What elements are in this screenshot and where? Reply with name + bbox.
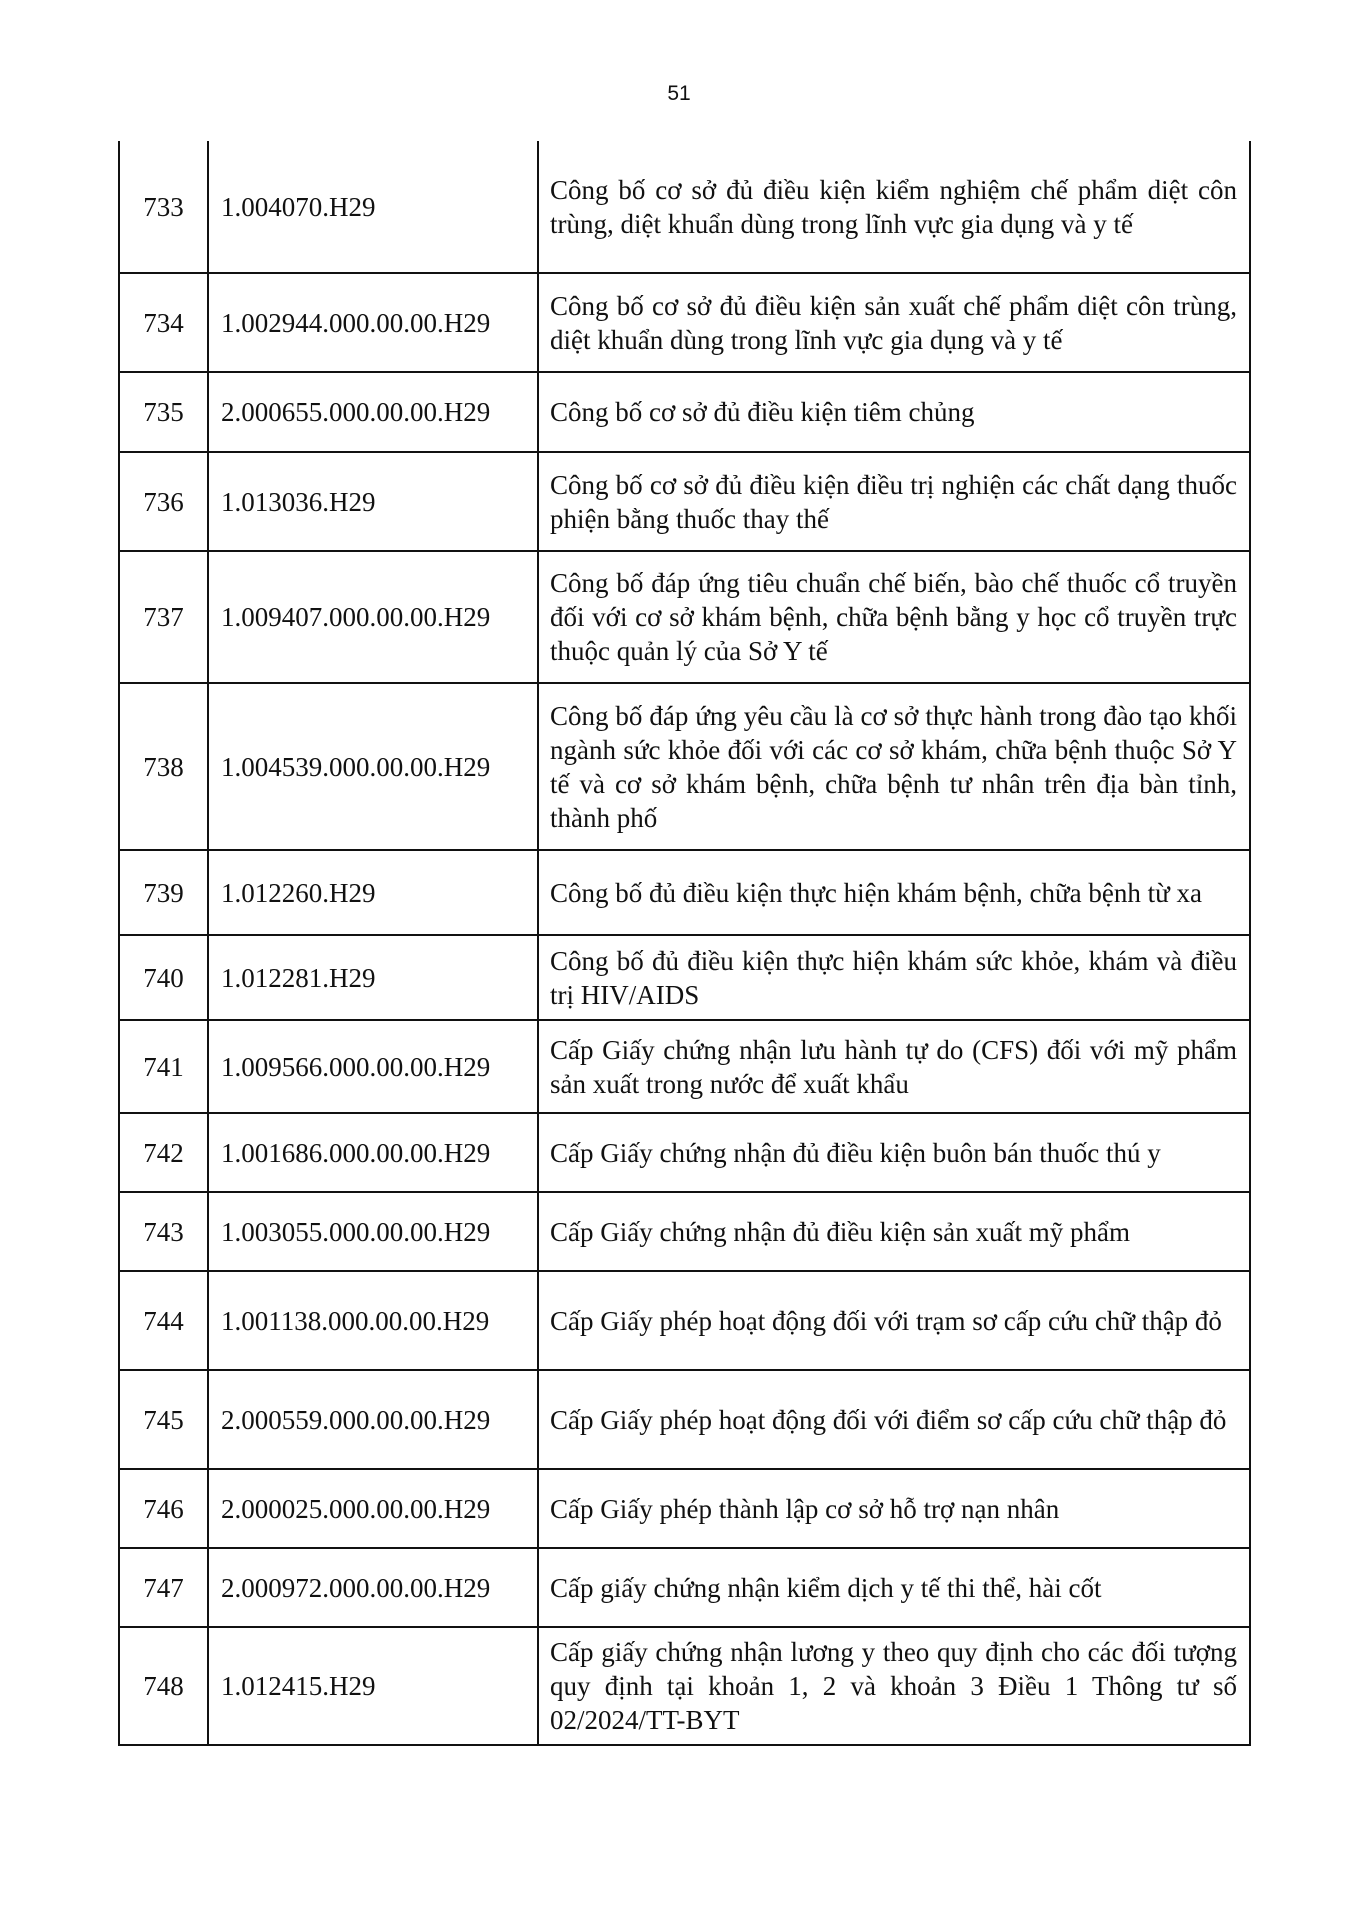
table-row (119, 551, 1250, 683)
row-number: 738 (119, 683, 208, 850)
procedure-code: 1.003055.000.00.00.H29 (208, 1192, 538, 1271)
table-row (119, 850, 1250, 935)
table-row (119, 1113, 1250, 1192)
row-number: 744 (119, 1271, 208, 1370)
table-row (119, 1271, 1250, 1370)
procedure-code: 2.000972.000.00.00.H29 (208, 1548, 538, 1627)
table-row (119, 1548, 1250, 1627)
table-row (119, 1192, 1250, 1271)
table-row (119, 372, 1250, 452)
procedures-table (118, 141, 1251, 1746)
procedure-code: 1.001686.000.00.00.H29 (208, 1113, 538, 1192)
row-number: 742 (119, 1113, 208, 1192)
row-number: 743 (119, 1192, 208, 1271)
row-number: 748 (119, 1627, 208, 1745)
page-number: 51 (667, 82, 691, 105)
procedure-code: 1.009566.000.00.00.H29 (208, 1020, 538, 1113)
procedure-name: Công bố đáp ứng yêu cầu là cơ sở thực hành trong đào tạo khối ngành sức khỏe đối với các cơ sở khám, chữa bệnh thuộc Sở Y tế và cơ sở khám bệnh, chữa bệnh tư nhân trên địa bàn tỉnh, thành phố (538, 683, 1250, 850)
row-number: 737 (119, 551, 208, 683)
procedure-code: 2.000559.000.00.00.H29 (208, 1370, 538, 1469)
table-row (119, 273, 1250, 372)
row-number: 740 (119, 935, 208, 1020)
procedure-code: 1.009407.000.00.00.H29 (208, 551, 538, 683)
procedure-code: 1.002944.000.00.00.H29 (208, 273, 538, 372)
procedure-name: Công bố đủ điều kiện thực hiện khám bệnh, chữa bệnh từ xa (538, 850, 1250, 935)
procedure-name: Công bố cơ sở đủ điều kiện sản xuất chế phẩm diệt côn trùng, diệt khuẩn dùng trong lĩnh vực gia dụng và y tế (538, 273, 1250, 372)
procedure-code: 1.004539.000.00.00.H29 (208, 683, 538, 850)
table-row (119, 452, 1250, 551)
table-row (119, 935, 1250, 1020)
procedure-name: Cấp Giấy phép hoạt động đối với điểm sơ cấp cứu chữ thập đỏ (538, 1370, 1250, 1469)
procedure-code: 1.012260.H29 (208, 850, 538, 935)
row-number: 733 (119, 141, 208, 273)
row-number: 745 (119, 1370, 208, 1469)
row-number: 741 (119, 1020, 208, 1113)
table-row (119, 1370, 1250, 1469)
procedure-name: Công bố cơ sở đủ điều kiện điều trị nghiện các chất dạng thuốc phiện bằng thuốc thay thế (538, 452, 1250, 551)
procedure-code: 1.001138.000.00.00.H29 (208, 1271, 538, 1370)
procedure-name: Cấp Giấy chứng nhận lưu hành tự do (CFS) đối với mỹ phẩm sản xuất trong nước để xuất khẩu (538, 1020, 1250, 1113)
table-row (119, 683, 1250, 850)
row-number: 746 (119, 1469, 208, 1548)
procedure-name: Công bố cơ sở đủ điều kiện tiêm chủng (538, 372, 1250, 452)
table-row (119, 1469, 1250, 1548)
procedure-name: Công bố đủ điều kiện thực hiện khám sức khỏe, khám và điều trị HIV/AIDS (538, 935, 1250, 1020)
table-row (119, 141, 1250, 273)
procedure-code: 1.012281.H29 (208, 935, 538, 1020)
row-number: 734 (119, 273, 208, 372)
row-number: 735 (119, 372, 208, 452)
procedure-name: Công bố đáp ứng tiêu chuẩn chế biến, bào chế thuốc cổ truyền đối với cơ sở khám bệnh, chữa bệnh bằng y học cổ truyền trực thuộc quản lý của Sở Y tế (538, 551, 1250, 683)
procedure-code: 1.012415.H29 (208, 1627, 538, 1745)
row-number: 747 (119, 1548, 208, 1627)
procedure-code: 2.000655.000.00.00.H29 (208, 372, 538, 452)
procedure-code: 2.000025.000.00.00.H29 (208, 1469, 538, 1548)
procedure-name: Cấp Giấy chứng nhận đủ điều kiện sản xuất mỹ phẩm (538, 1192, 1250, 1271)
procedures-table-body (119, 141, 1250, 1745)
procedure-name: Cấp giấy chứng nhận lương y theo quy định cho các đối tượng quy định tại khoản 1, 2 và khoản 3 Điều 1 Thông tư số 02/2024/TT-BYT (538, 1627, 1250, 1745)
procedure-name: Cấp giấy chứng nhận kiểm dịch y tế thi thể, hài cốt (538, 1548, 1250, 1627)
procedure-name: Cấp Giấy phép hoạt động đối với trạm sơ cấp cứu chữ thập đỏ (538, 1271, 1250, 1370)
table-row (119, 1020, 1250, 1113)
procedure-name: Cấp Giấy phép thành lập cơ sở hỗ trợ nạn nhân (538, 1469, 1250, 1548)
procedure-code: 1.004070.H29 (208, 141, 538, 273)
procedure-code: 1.013036.H29 (208, 452, 538, 551)
table-row (119, 1627, 1250, 1745)
procedure-name: Cấp Giấy chứng nhận đủ điều kiện buôn bán thuốc thú y (538, 1113, 1250, 1192)
row-number: 736 (119, 452, 208, 551)
row-number: 739 (119, 850, 208, 935)
procedure-name: Công bố cơ sở đủ điều kiện kiểm nghiệm chế phẩm diệt côn trùng, diệt khuẩn dùng trong lĩnh vực gia dụng và y tế (538, 141, 1250, 273)
